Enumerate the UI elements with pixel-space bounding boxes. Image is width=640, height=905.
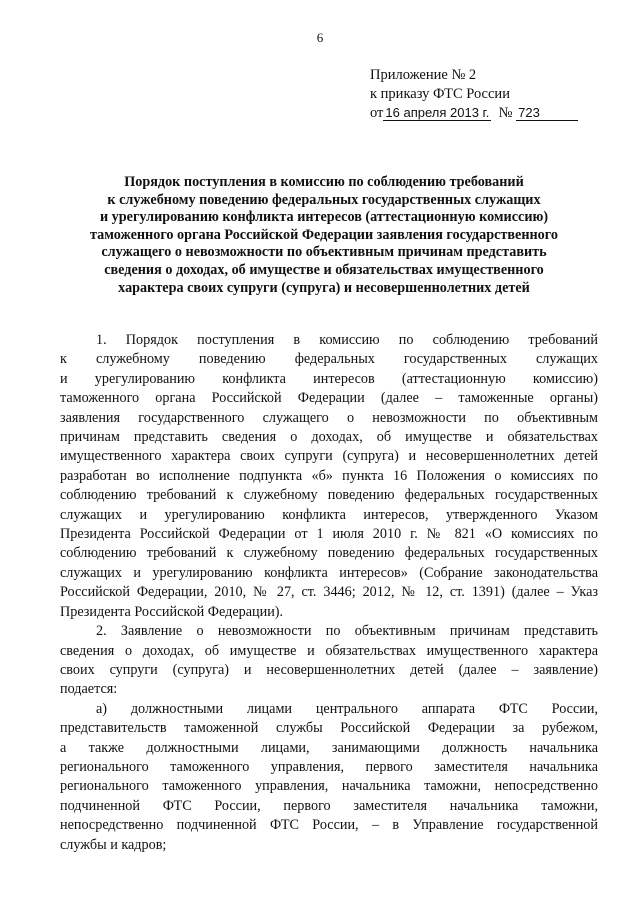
text-line: своих супруги (супруга) и несовершеннолетних детей (далее – заявление) (60, 661, 598, 678)
text-line: соблюдению требований к служебному поведению федеральных государственных (60, 487, 598, 504)
text-line: имущественного характера своих супруги (супруга) и несовершеннолетних детей (60, 448, 598, 465)
text-line: непосредственно подчиненной ФТС России, – в Управление государственной (60, 817, 598, 834)
text-line: сведения о доходах, об имуществе и обязательствах имущественного характера (60, 642, 598, 659)
text-line: регионального таможенного управления, начальника таможни, непосредственно (60, 778, 598, 795)
text-line: подается: (60, 681, 118, 698)
title-line: таможенного органа Российской Федерации заявления государственного (90, 226, 558, 243)
title-line: служащего о невозможности по объективным причинам представить (101, 244, 547, 261)
appendix-date-number-line (370, 104, 578, 123)
document-body (60, 331, 598, 855)
text-line: представительств таможенной службы Российской Федерации за рубежом, (60, 720, 598, 737)
text-line: и урегулированию конфликта интересов (аттестационную комиссию) (60, 370, 598, 387)
date-prefix: от (370, 105, 384, 121)
text-line: Российской Федерации, 2010, № 27, ст. 3446; 2012, № 12, ст. 1391) (далее – Указ (60, 584, 598, 601)
text-line: таможенного органа Российской Федерации (далее – таможенные органы) (60, 390, 598, 407)
title-line: сведения о доходах, об имуществе и обязательствах имущественного (104, 261, 544, 278)
paragraph-2a (60, 700, 598, 855)
text-line: а также должностными лицами, занимающими должность начальника (60, 739, 598, 756)
text-line: подчиненной ФТС России, первого заместителя начальника таможни, (60, 797, 598, 814)
title-line: Порядок поступления в комиссию по соблюдению требований (124, 174, 524, 190)
text-line: к служебному поведению федеральных государственных служащих (60, 351, 598, 368)
appendix-order-ref: к приказу ФТС России (370, 86, 510, 102)
text-line: Президента Российской Федерации). (60, 603, 284, 620)
paragraph-2 (60, 622, 598, 700)
appendix-header (370, 66, 578, 123)
title-line: и урегулированию конфликта интересов (аттестационную комиссию) (99, 209, 549, 226)
text-line: разработан во исполнение подпункта «б» пункта 16 Положения о комиссиях по (60, 467, 598, 484)
text-line: заявления государственного служащего о невозможности по объективным (60, 409, 598, 426)
text-line: причинам представить сведения о доходах, об имуществе и обязательствах (60, 429, 598, 446)
text-line: служащих и урегулированию конфликта интересов» (Собрание законодательства (60, 564, 598, 581)
text-line: регионального таможенного управления, первого заместителя начальника (60, 758, 598, 775)
text-line: 2. Заявление о невозможности по объективным причинам представить (96, 623, 598, 640)
number-prefix: № (498, 105, 513, 121)
text-line: а) должностными лицами центрального аппарата ФТС России, (96, 700, 598, 717)
title-line: к служебному поведению федеральных государственных служащих (107, 191, 541, 208)
page-number: 6 (316, 30, 324, 45)
text-line: службы и кадров; (60, 836, 167, 853)
paragraph-1 (60, 331, 598, 622)
appendix-title: Приложение № 2 (370, 67, 477, 83)
text-line: Президента Российской Федерации от 1 июля 2010 г. № 821 «О комиссиях по (60, 526, 598, 543)
title-line: характера своих супруги (супруга) и несовершеннолетних детей (118, 279, 530, 296)
order-date: 16 апреля 2013 г. (383, 105, 491, 121)
text-line: соблюдению требований к служебному поведению федеральных государственных (60, 545, 598, 562)
document-title (40, 174, 608, 297)
order-number: 723 (516, 105, 578, 121)
text-line: служащих и урегулированию конфликта интересов, утвержденного Указом (60, 506, 598, 523)
text-line: 1. Порядок поступления в комиссию по соблюдению требований (96, 332, 598, 348)
